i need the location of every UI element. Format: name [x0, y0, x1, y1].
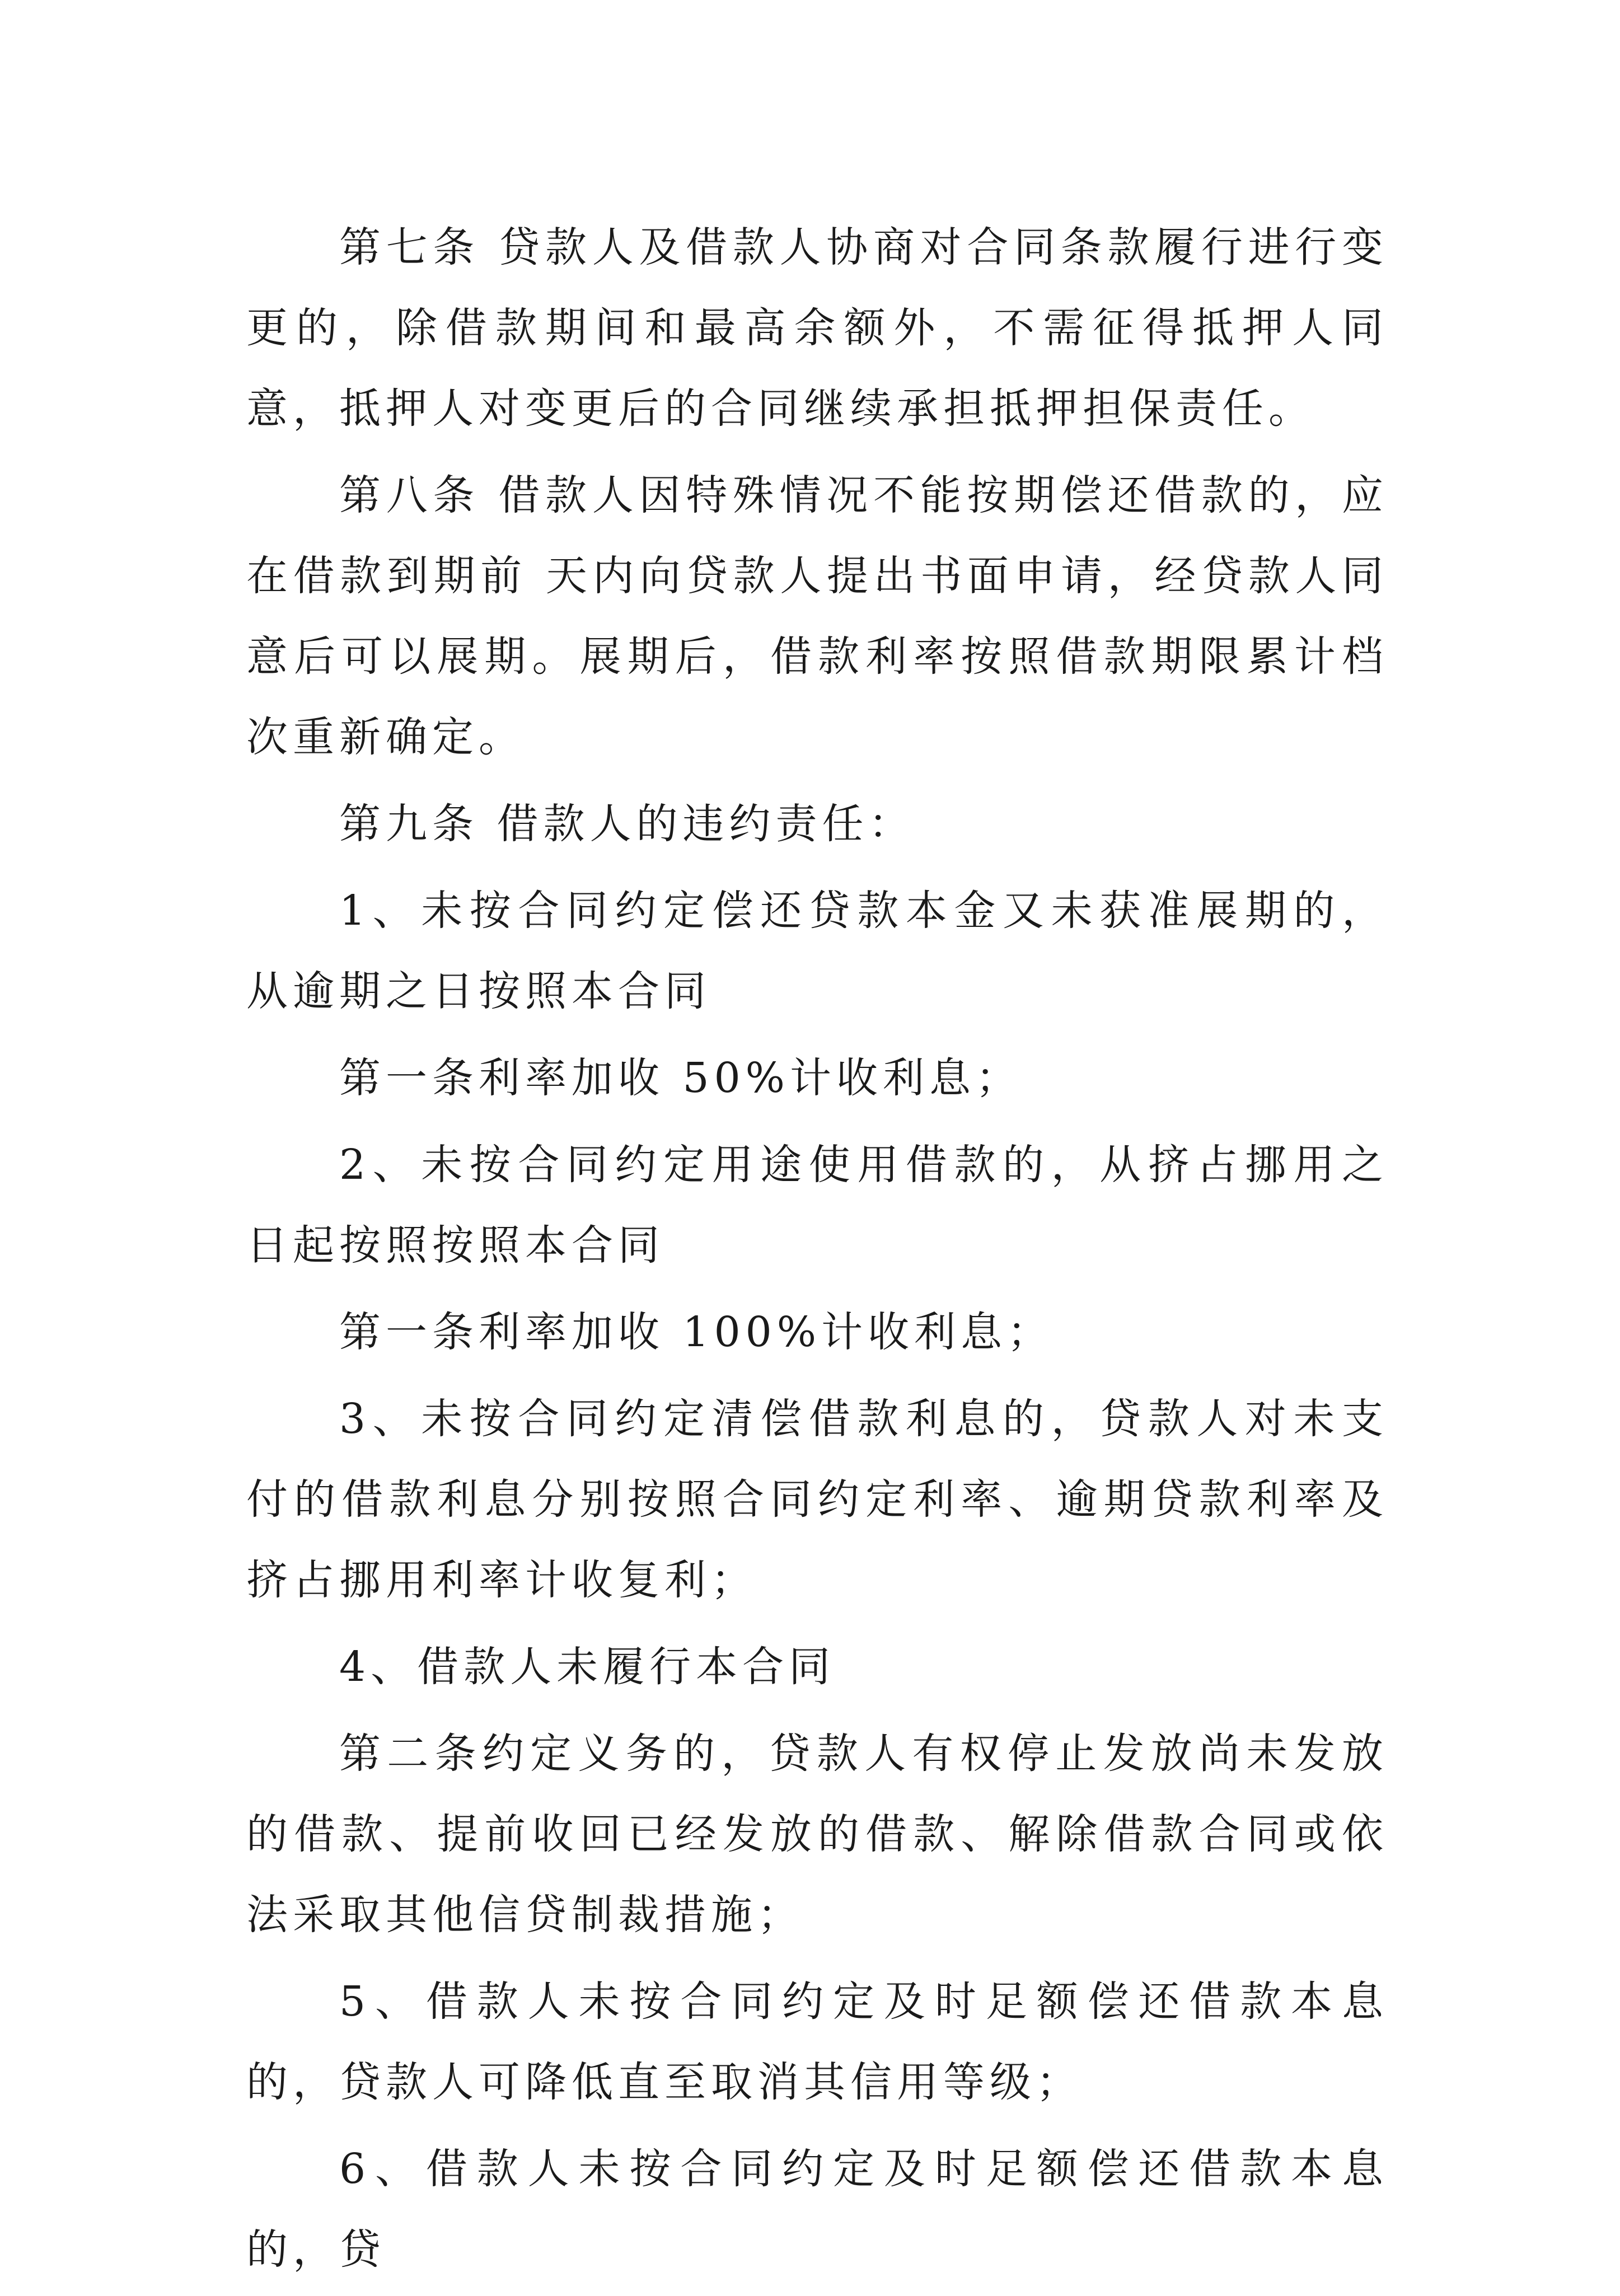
article-7-paragraph: 第七条 贷款人及借款人协商对合同条款履行进行变更的，除借款期间和最高余额外，不需征得抵押人同意，抵押人对变更后的合同继续承担抵押担保责任。 — [246, 223, 1388, 433]
clause-4-continuation: 第二条约定义务的，贷款人有权停止发放尚未发放的借款、提前收回已经发放的借款、解除借款合同或依法采取其他信贷制裁措施； — [246, 1730, 1388, 1939]
clause-3-paragraph: 3、未按合同约定清偿借款利息的，贷款人对未支付的借款利息分别按照合同约定利率、逾期贷款利率及挤占挪用利率计收复利； — [246, 1395, 1388, 1604]
article-9-heading: 第九条 借款人的违约责任： — [339, 800, 915, 848]
clause-4-paragraph: 4、借款人未履行本合同 — [339, 1643, 836, 1691]
clause-2-continuation: 第一条利率加收 100%计收利息； — [339, 1308, 1054, 1356]
article-8-paragraph: 第八条 借款人因特殊情况不能按期偿还借款的，应在借款到期前 天内向贷款人提出书面申请，经贷款人同意后可以展期。展期后，借款利率按照借款期限累计档次重新确定。 — [246, 471, 1388, 761]
contract-body — [246, 207, 1388, 2296]
clause-1-paragraph: 1、未按合同约定偿还贷款本金又未获准展期的，从逾期之日按照本合同 — [246, 887, 1388, 1015]
clause-1-continuation: 第一条利率加收 50%计收利息； — [339, 1054, 1022, 1102]
clause-2-paragraph: 2、未按合同约定用途使用借款的，从挤占挪用之日起按照按照本合同 — [246, 1141, 1388, 1269]
clause-5-paragraph: 5、借款人未按合同约定及时足额偿还借款本息的，贷款人可降低直至取消其信用等级； — [246, 1978, 1388, 2106]
clause-6-paragraph: 6、借款人未按合同约定及时足额偿还借款本息的，贷 — [246, 2145, 1388, 2274]
